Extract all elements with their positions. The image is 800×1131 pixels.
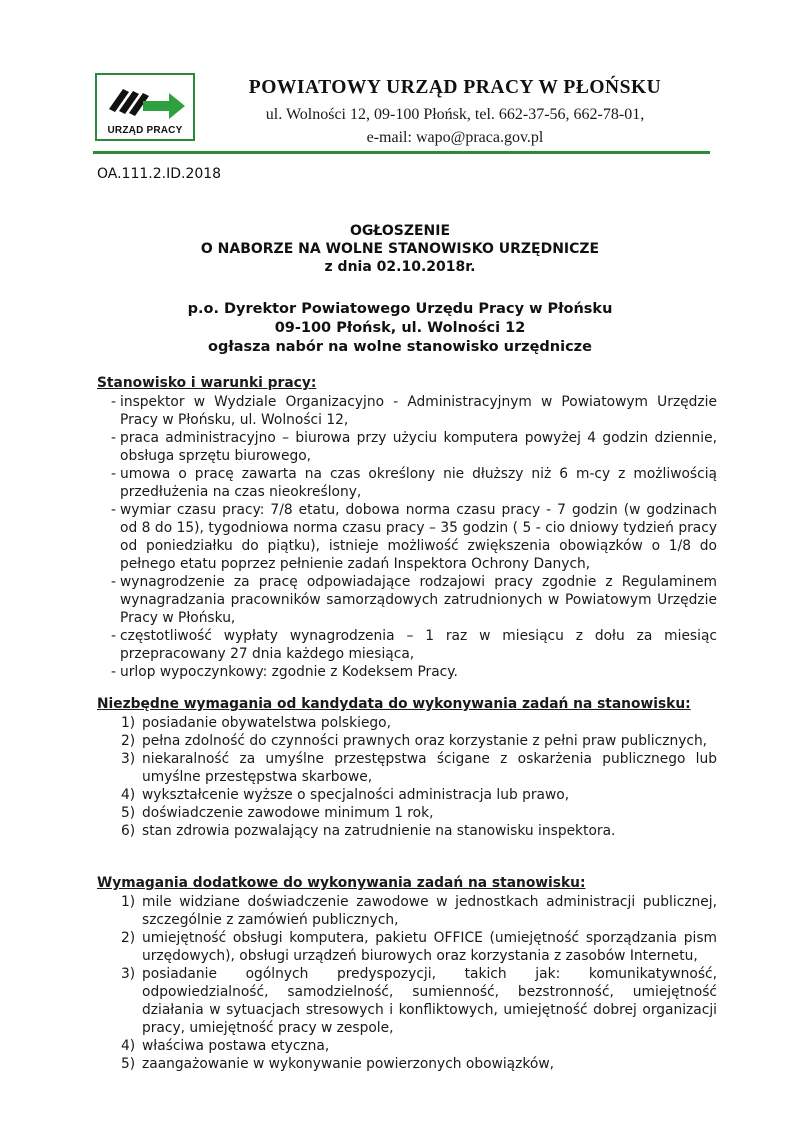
list-item: - wymiar czasu pracy: 7/8 etatu, dobowa norma czasu pracy - 7 godzin (w godzinach od 8 do 15), tygodniowa norma czasu pracy – 35 godzin ( 5 - cio dniowy tydzień pracy od poniedziałku do piątku), istnieje możliwość zwiększenia obowiązków o 1/8 do pełnego etatu poprzez pełnienie zadań Inspektora Ochrony Danych, (97, 501, 717, 573)
list-item: - wynagrodzenie za pracę odpowiadające rodzajowi pracy zgodnie z Regulaminem wynagradzania pracowników samorządowych zatrudnionych w Powiatowym Urzędzie Pracy w Płońsku, (97, 573, 717, 627)
list-item (97, 893, 717, 929)
additional-section (97, 874, 717, 1073)
list-item (97, 822, 717, 840)
item-number: 4) (121, 1038, 136, 1054)
director-line-2: 09-100 Płońsk, ul. Wolności 12 (274, 320, 526, 336)
additional-title: Wymagania dodatkowe do wykonywania zadań na stanowisku: (97, 875, 586, 891)
director-line-1: p.o. Dyrektor Powiatowego Urzędu Pracy w Płońsku (187, 301, 613, 317)
item-number: 2) (121, 733, 136, 749)
item-number: 5) (121, 1056, 136, 1072)
heading-line-2: O NABORZE NA WOLNE STANOWISKO URZĘDNICZE (200, 241, 600, 257)
list-item: - inspektor w Wydziale Organizacyjno - Administracyjnym w Powiatowym Urzędzie Pracy w Płońsku, ul. Wolności 12, (97, 393, 717, 429)
item-text: posiadanie obywatelstwa polskiego, (142, 715, 392, 731)
item-number: 5) (121, 805, 136, 821)
list-item (97, 786, 717, 804)
item-number: 1) (121, 894, 136, 910)
list-item: - umowa o pracę zawarta na czas określony nie dłuższy niż 6 m-cy z możliwością przedłużenia na czas nieokreślony, (97, 465, 717, 501)
list-item: - praca administracyjno – biurowa przy użyciu komputera powyżej 4 godzin dziennie, obsługa sprzętu biurowego, (97, 429, 717, 465)
item-number: 3) (121, 751, 136, 767)
letterhead-divider (93, 151, 710, 154)
list-item (97, 804, 717, 822)
item-text: właściwa postawa etyczna, (142, 1038, 330, 1054)
list-item (97, 714, 717, 732)
item-number: 2) (121, 930, 136, 946)
item-number: 3) (121, 966, 136, 982)
list-item (97, 732, 717, 750)
list-item (97, 929, 717, 965)
item-text: posiadanie ogólnych predyspozycji, takich jak: komunikatywność, odpowiedzialność, samodzielność, sumienność, bezstronność, umiejętność działania w sytuacjach stresowych i konfliktowych, umiejętność dobrej organizacji pracy, umiejętność pracy w zespole, (142, 966, 717, 1036)
list-item (97, 750, 717, 786)
item-text: mile widziane doświadczenie zawodowe w jednostkach administracji publicznej, szczególnie z zamówień publicznych, (142, 894, 717, 928)
additional-list (97, 893, 717, 1073)
office-logo (95, 73, 195, 141)
list-item (97, 1055, 717, 1073)
conditions-title: Stanowisko i warunki pracy: (97, 375, 317, 391)
item-number: 4) (121, 787, 136, 803)
logo-text: URZĄD PRACY (107, 125, 183, 136)
item-text: pełna zdolność do czynności prawnych oraz korzystanie z pełni praw publicznych, (142, 733, 708, 749)
conditions-section (97, 374, 717, 681)
item-text: niekaralność za umyślne przestępstwa ścigane z oskarżenia publicznego lub umyślne przestępstwa skarbowe, (142, 751, 717, 785)
director-block (100, 300, 700, 357)
organization-email: e-mail: wapo@praca.gov.pl (366, 129, 544, 146)
item-text: zaangażowanie w wykonywanie powierzonych obowiązków, (142, 1056, 554, 1072)
list-item: - częstotliwość wypłaty wynagrodzenia – 1 raz w miesiącu z dołu za miesiąc przepracowany 27 dnia każdego miesiąca, (97, 627, 717, 663)
required-section (97, 695, 717, 840)
list-item: - urlop wypoczynkowy: zgodnie z Kodeksem Pracy. (97, 663, 717, 681)
list-item (97, 1037, 717, 1055)
director-line-3: ogłasza nabór na wolne stanowisko urzędnicze (208, 339, 592, 355)
conditions-list (97, 393, 717, 681)
item-text: umiejętność obsługi komputera, pakietu OFFICE (umiejętność sporządzania pism urzędowych), obsługi urządzeń biurowych oraz korzystania z zasobów Internetu, (142, 930, 717, 964)
heading-date: z dnia 02.10.2018r. (324, 259, 476, 275)
item-number: 1) (121, 715, 136, 731)
announcement-heading (100, 222, 700, 276)
reference-number: OA.111.2.ID.2018 (97, 166, 222, 182)
logo-graphic-icon (103, 79, 189, 121)
item-text: doświadczenie zawodowe minimum 1 rok, (142, 805, 434, 821)
organization-address: ul. Wolności 12, 09-100 Płońsk, tel. 662-37-56, 662-78-01, (265, 106, 645, 123)
required-list (97, 714, 717, 840)
item-number: 6) (121, 823, 136, 839)
item-text: wykształcenie wyższe o specjalności administracja lub prawo, (142, 787, 570, 803)
list-item (97, 965, 717, 1037)
required-title: Niezbędne wymagania od kandydata do wykonywania zadań na stanowisku: (97, 696, 691, 712)
item-text: stan zdrowia pozwalający na zatrudnienie na stanowisku inspektora. (142, 823, 616, 839)
organization-name: POWIATOWY URZĄD PRACY W PŁOŃSKU (248, 77, 662, 98)
heading-line-1: OGŁOSZENIE (349, 223, 451, 239)
